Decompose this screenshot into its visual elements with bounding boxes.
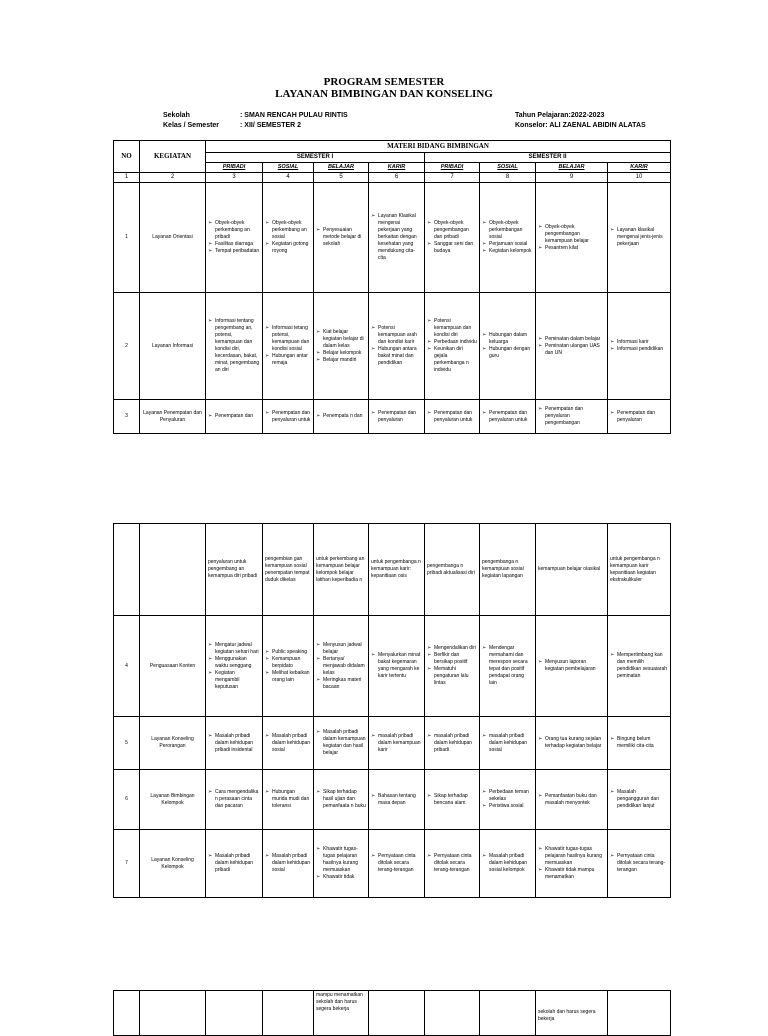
materi-cell xyxy=(263,400,314,434)
list-item: ➢ Potensi kemampuan arah dan kondisi karir xyxy=(371,325,422,346)
list-item: ➢ Obyek-obyek perkembang an pribadi xyxy=(208,220,260,241)
bullet-list xyxy=(538,846,605,881)
column-number: 10 xyxy=(608,173,671,183)
materi-cell xyxy=(425,770,480,830)
list-item: ➢ Khawatir tugas-tugas pelajaran hasilnya kurang memuaskan xyxy=(316,846,366,874)
list-item: ➢ Pernyataan cinta ditolak secara terang-terangan xyxy=(427,853,477,874)
materi-cell xyxy=(425,183,480,293)
list-item: ➢ Peminatan dalam belajar xyxy=(538,336,605,343)
materi-cell xyxy=(608,400,671,434)
list-item: ➢ Pesantren kilat xyxy=(538,245,605,252)
list-item: ➢ Belajar mandiri xyxy=(316,357,366,364)
list-item: ➢ Khawatir tugas-tugas pelajaran hasilnya kurang memuaskan xyxy=(538,846,605,867)
list-item: ➢ Pernyataan cinta ditolak secara terang-terangan xyxy=(610,853,668,874)
materi-cell xyxy=(206,991,263,1036)
materi-cell xyxy=(480,400,536,434)
sekolah-label: Sekolah xyxy=(163,112,190,119)
list-item: ➢ Hubungan antar remaja xyxy=(265,353,311,367)
bullet-list xyxy=(316,642,366,691)
list-item: ➢ Penempata n dan xyxy=(316,413,366,420)
list-item: ➢ Penempatan dan penyaluran xyxy=(371,410,422,424)
bullet-list xyxy=(371,733,422,754)
list-item: ➢ Masalah pribadi dalam kehidupan pribadi xyxy=(208,853,260,874)
materi-cell xyxy=(314,717,369,770)
list-item: ➢ Hubungan dalam keluarga xyxy=(482,332,533,346)
bullet-list xyxy=(482,853,533,874)
materi-cell xyxy=(263,830,314,898)
no-cell: 5 xyxy=(114,717,140,770)
list-item: ➢ Penyesuaian metode belajar di sekolah xyxy=(316,227,366,248)
table-row xyxy=(114,717,671,770)
list-item: ➢ Peristiwa sosial xyxy=(482,803,533,810)
bullet-list xyxy=(427,645,477,687)
materi-cell xyxy=(314,183,369,293)
materi-cell xyxy=(480,183,536,293)
bullet-list xyxy=(427,410,477,424)
materi-cell: untuk perkembang an kemampuan belajar kelompok belajar latihan keperibadia n xyxy=(314,524,369,616)
materi-cell xyxy=(263,183,314,293)
bullet-list xyxy=(265,649,311,684)
list-item: ➢ Menyalurkan minat bakat kegemaran yang mengarah ke karir tertentu xyxy=(371,652,422,680)
kegiatan-cell: Layanan Konseling Kelompok xyxy=(140,830,206,898)
list-item: ➢ Fasilitas diarraga xyxy=(208,241,260,248)
list-item: ➢ Bahasan tentang masa depan xyxy=(371,793,422,807)
header-karir: KARIR xyxy=(608,163,671,173)
list-item: ➢ Potensi kemampuan dan kondisi diri xyxy=(427,318,477,339)
table-row xyxy=(114,770,671,830)
table-row xyxy=(114,183,671,293)
column-number: 6 xyxy=(369,173,425,183)
materi-cell: pengembanga n kemampuan sosial kegiatan lapangan xyxy=(480,524,536,616)
materi-cell xyxy=(369,400,425,434)
materi-cell xyxy=(480,616,536,717)
column-number: 1 xyxy=(114,173,140,183)
materi-cell xyxy=(369,616,425,717)
materi-cell xyxy=(480,830,536,898)
list-item: ➢ masalah pribadi dalam kehidupan sosial xyxy=(482,733,533,754)
materi-cell xyxy=(536,183,608,293)
list-item: ➢ Informasi tentang pengembang an, potensi, kemampuan dan kondisi diri, kecerdasan, bakat, minat, pengembang an diri xyxy=(208,318,260,374)
list-item: ➢ Perjamuan sosial xyxy=(482,241,533,248)
materi-cell xyxy=(206,616,263,717)
bullet-list xyxy=(371,793,422,807)
materi-cell xyxy=(480,717,536,770)
list-item: ➢ Penempatan dan penyaluran untuk xyxy=(427,410,477,424)
materi-cell xyxy=(608,293,671,400)
list-item: ➢ Mendengar memahami dan merespon secara tepat dan positif pendapat orang lain xyxy=(482,645,533,687)
materi-cell xyxy=(206,183,263,293)
table-row xyxy=(114,293,671,400)
bullet-list xyxy=(610,853,668,874)
list-item: ➢ Bingung belum memiliki cita-cita xyxy=(610,736,668,750)
header-no: NO xyxy=(114,141,140,173)
materi-cell xyxy=(206,830,263,898)
list-item: ➢ Melihat kebaikan orang lain xyxy=(265,670,311,684)
kegiatan-cell: Penguasaan Konten xyxy=(140,616,206,717)
materi-cell xyxy=(314,400,369,434)
materi-cell xyxy=(206,400,263,434)
materi-cell: pengembanga n pribadi aktualisasi diri xyxy=(425,524,480,616)
bullet-list xyxy=(427,220,477,255)
bullet-list xyxy=(316,227,366,248)
no-cell: 1 xyxy=(114,183,140,293)
list-item: ➢ Keunikan diri gejala perkembanga n individu xyxy=(427,346,477,374)
list-item: ➢ Tempat peribadatan xyxy=(208,248,260,255)
konselor: Konselor: ALI ZAENAL ABIDIN ALATAS xyxy=(515,122,646,129)
materi-cell xyxy=(480,770,536,830)
bullet-list xyxy=(265,853,311,874)
column-number: 8 xyxy=(480,173,536,183)
materi-cell xyxy=(425,717,480,770)
materi-cell xyxy=(536,717,608,770)
list-item: ➢ Layanan Klasikal mengenai pekerjaan yang berkaitan dengan kesehatan yang mendukung cita-cita xyxy=(371,213,422,262)
column-number: 7 xyxy=(425,173,480,183)
materi-cell xyxy=(369,830,425,898)
list-item: ➢ Cara mengendalika n perasaan cinta dan pacaran xyxy=(208,789,260,810)
no-cell: 2 xyxy=(114,293,140,400)
document-subtitle: LAYANAN BIMBINGAN DAN KONSELING xyxy=(275,88,493,100)
list-item: ➢ Pemanfaatan buku dan masalah menyontek xyxy=(538,793,605,807)
column-number: 2 xyxy=(140,173,206,183)
bullet-list xyxy=(538,336,605,357)
bullet-list xyxy=(610,652,668,680)
materi-cell xyxy=(263,717,314,770)
materi-cell: untuk pengembanga n kemampuan karir kepanitiaan kegiatan ekstrakulikuler xyxy=(608,524,671,616)
materi-cell: kemampuan belajar olasikal xyxy=(536,524,608,616)
header-semester-1: SEMESTER I xyxy=(206,153,425,163)
list-item: ➢ Menyusun laporan kegiatan pembelajaran xyxy=(538,659,605,673)
materi-cell xyxy=(369,293,425,400)
materi-cell xyxy=(536,616,608,717)
bullet-list xyxy=(610,339,668,353)
list-item: ➢ Kiat belajar kegiatan belajar di dalam kelas xyxy=(316,329,366,350)
materi-cell xyxy=(314,830,369,898)
list-item: ➢ Hubungan antara bakat minat dan pendidikan xyxy=(371,346,422,367)
list-item: ➢ masalah pribadi dalam kemampuan karir xyxy=(371,733,422,754)
bullet-list xyxy=(265,789,311,810)
bullet-list xyxy=(427,853,477,874)
bullet-list xyxy=(610,227,668,248)
kegiatan-cell: Layanan Konseling Perorangan xyxy=(140,717,206,770)
bullet-list xyxy=(208,220,260,255)
bullet-list xyxy=(427,793,477,807)
kelas-label: Kelas / Semester xyxy=(163,122,220,129)
list-item: ➢ Perbedaan individu xyxy=(427,339,477,346)
materi-cell xyxy=(263,616,314,717)
bullet-list xyxy=(610,789,668,810)
list-item: ➢ Meringkas materi bacaan xyxy=(316,677,366,691)
materi-cell xyxy=(369,991,425,1036)
list-item: ➢ Penempatan dan penyaluran untuk xyxy=(265,410,311,424)
header-belajar: BELAJAR xyxy=(314,163,369,173)
header-sosial: SOSIAL xyxy=(263,163,314,173)
list-item: ➢ Informasi tetang potensi, kemampuan dan kondisi sosial xyxy=(265,325,311,353)
table-row xyxy=(114,830,671,898)
list-item: ➢ Masalah pribadi dalam kehidupan pribadi insidental xyxy=(208,733,260,754)
bullet-list xyxy=(482,733,533,754)
list-item: ➢ Obyek-obyek perkembang an sosial xyxy=(265,220,311,241)
materi-cell xyxy=(314,770,369,830)
header-semester-2: SEMESTER II xyxy=(425,153,671,163)
no-cell: 7 xyxy=(114,830,140,898)
bullet-list xyxy=(371,410,422,424)
bullet-list xyxy=(316,789,366,810)
list-item: ➢ Informasi pendidikan xyxy=(610,346,668,353)
program-table-page-2 xyxy=(113,523,671,898)
list-item: ➢ Obyek-obyek perkembangan sosial xyxy=(482,220,533,241)
materi-cell xyxy=(425,400,480,434)
list-item: ➢ Sikap terhadap bencana alam xyxy=(427,793,477,807)
materi-cell xyxy=(480,293,536,400)
header-sosial: SOSIAL xyxy=(480,163,536,173)
kegiatan-cell xyxy=(140,991,206,1036)
header-pribadi: PRIBADI xyxy=(425,163,480,173)
no-cell xyxy=(114,524,140,616)
no-cell: 3 xyxy=(114,400,140,434)
table-row xyxy=(114,616,671,717)
materi-cell xyxy=(425,991,480,1036)
list-item: ➢ Khawatir tidak mampu menamatkan xyxy=(538,867,605,881)
bullet-list xyxy=(371,652,422,680)
materi-cell: pengembian gan kemampuan sosial penempatan tempat duduk dikelas xyxy=(263,524,314,616)
bullet-list xyxy=(538,224,605,252)
bullet-list xyxy=(427,318,477,374)
materi-cell xyxy=(369,183,425,293)
materi-cell xyxy=(263,991,314,1036)
sekolah-value: : SMAN RENCAH PULAU RINTIS xyxy=(240,112,348,119)
materi-cell: untuk pengembanga n kemampuan karir: kepanitiaan osis xyxy=(369,524,425,616)
bullet-list xyxy=(427,733,477,754)
header-pribadi: PRIBADI xyxy=(206,163,263,173)
materi-cell xyxy=(536,400,608,434)
materi-cell: sekolah dan harus segera bekerja xyxy=(536,991,608,1036)
list-item: ➢ Hubungan murida mudi dan toleransi xyxy=(265,789,311,810)
bullet-list xyxy=(316,846,366,881)
bullet-list xyxy=(208,642,260,691)
bullet-list xyxy=(265,733,311,754)
table-row xyxy=(114,524,671,616)
kegiatan-cell: Layanan Bimbingan Kelompok xyxy=(140,770,206,830)
materi-cell xyxy=(536,830,608,898)
materi-cell xyxy=(369,770,425,830)
list-item: ➢ Peminatan ulangan UAS dan UN xyxy=(538,343,605,357)
list-item: ➢ Masalah pribadi dalam kehidupan sosial xyxy=(265,853,311,874)
list-item: ➢ Penempatan dan penyaluran untuk xyxy=(482,410,533,424)
header-belajar: BELAJAR xyxy=(536,163,608,173)
bullet-list xyxy=(316,729,366,757)
column-number: 9 xyxy=(536,173,608,183)
bullet-list xyxy=(482,645,533,687)
materi-cell xyxy=(206,717,263,770)
materi-cell xyxy=(425,830,480,898)
bullet-list xyxy=(265,410,311,424)
no-cell: 4 xyxy=(114,616,140,717)
no-cell xyxy=(114,991,140,1036)
list-item: ➢ Pernyataan cinta ditolak secara terang-terangan xyxy=(371,853,422,874)
bullet-list xyxy=(482,410,533,424)
bullet-list xyxy=(610,736,668,750)
list-item: ➢ Mengendalikan diri xyxy=(427,645,477,652)
kegiatan-cell: Layanan Informasi xyxy=(140,293,206,400)
list-item: ➢ Menyusun jadwal belajar xyxy=(316,642,366,656)
list-item: ➢ Mengatur jadwal kegiatan sehari hari xyxy=(208,642,260,656)
materi-cell xyxy=(608,616,671,717)
list-item: ➢ Masalah pribadi dalam kehidupan sosial xyxy=(265,733,311,754)
list-item: ➢ Orang tua kurang sejalan terhadap kegiatan belajar xyxy=(538,736,605,750)
materi-cell xyxy=(206,770,263,830)
bullet-list xyxy=(538,736,605,750)
table-row xyxy=(114,991,671,1036)
list-item: ➢ Berfikir dan bersikap positif xyxy=(427,652,477,666)
list-item: ➢ Kegiatan gotong royong xyxy=(265,241,311,255)
bullet-list xyxy=(208,413,260,420)
list-item: ➢ Informasi karir xyxy=(610,339,668,346)
bullet-list xyxy=(208,789,260,810)
bullet-list xyxy=(538,793,605,807)
list-item: ➢ Perbedaan teman sekelas xyxy=(482,789,533,803)
bullet-list xyxy=(482,220,533,255)
list-item: ➢ Khawatir tidak xyxy=(316,874,366,881)
materi-cell xyxy=(480,991,536,1036)
materi-cell xyxy=(536,293,608,400)
bullet-list xyxy=(538,659,605,673)
bullet-list xyxy=(371,213,422,262)
header-materi: MATERI BIDANG BIMBINGAN xyxy=(206,141,671,153)
column-number: 5 xyxy=(314,173,369,183)
column-number: 4 xyxy=(263,173,314,183)
list-item: ➢ Masalah pribadi dalam kemampuan kegiatan dan hasil belajar xyxy=(316,729,366,757)
list-item: ➢ Penempatan dan penyaluran xyxy=(610,410,668,424)
list-item: ➢ Kegiatan mengambil keputusan xyxy=(208,670,260,691)
kegiatan-cell: Layanan Orientasi xyxy=(140,183,206,293)
tahun-pelajaran: Tahun Pelajaran:2022-2023 xyxy=(515,112,605,119)
bullet-list xyxy=(208,733,260,754)
header-kegiatan: KEGIATAN xyxy=(140,141,206,173)
bullet-list xyxy=(610,410,668,424)
program-table-page-3 xyxy=(113,990,671,1036)
kelas-value: : XII/ SEMESTER 2 xyxy=(240,122,302,129)
no-cell: 6 xyxy=(114,770,140,830)
list-item: ➢ masalah pribadi dalam kehidupan pribadi xyxy=(427,733,477,754)
list-item: ➢ Mematuhi pengaturan lalu lintas xyxy=(427,666,477,687)
column-number-row xyxy=(114,173,671,183)
materi-cell: penyaluran untuk pengembang an kemampua diri pribadi xyxy=(206,524,263,616)
bullet-list xyxy=(208,853,260,874)
list-item: ➢ Layanan klasikal mengenai jenis-jenis pekerjaan xyxy=(610,227,668,248)
materi-cell: mampu menamatkan sekolah dan harus segera bekerja xyxy=(314,991,369,1036)
list-item: ➢ Kemampuan berpidato xyxy=(265,656,311,670)
list-item: ➢ Public speaking xyxy=(265,649,311,656)
program-table-page-1 xyxy=(113,140,671,434)
list-item: ➢ Penempatan dan xyxy=(208,413,260,420)
list-item: ➢ Sanggar seni dan budaya xyxy=(427,241,477,255)
materi-cell xyxy=(608,830,671,898)
column-number: 3 xyxy=(206,173,263,183)
list-item: ➢ Masalah pengangguran dan pendidikan lanjut xyxy=(610,789,668,810)
materi-cell xyxy=(608,183,671,293)
materi-cell xyxy=(425,616,480,717)
materi-cell xyxy=(263,293,314,400)
materi-cell xyxy=(608,991,671,1036)
bullet-list xyxy=(208,318,260,374)
bullet-list xyxy=(371,853,422,874)
materi-cell xyxy=(536,770,608,830)
kegiatan-cell xyxy=(140,524,206,616)
list-item: ➢ Obyek-obyek pengembangan dan pribadi xyxy=(427,220,477,241)
list-item: ➢ Kegiatan kelompok xyxy=(482,248,533,255)
list-item: ➢ Hubungan dengan guru xyxy=(482,346,533,360)
materi-cell xyxy=(314,293,369,400)
list-item: ➢ Masalah pribadi dalam kehidupan sosial kelompok xyxy=(482,853,533,874)
list-item: ➢ Mempertimbang kan dan memilih pendidikan sesuaiarah peminatan xyxy=(610,652,668,680)
bullet-list xyxy=(265,325,311,367)
list-item: ➢ Belajar kelompok xyxy=(316,350,366,357)
materi-cell xyxy=(369,717,425,770)
list-item: ➢ Menggunakan waktu senggang xyxy=(208,656,260,670)
table-row xyxy=(114,400,671,434)
bullet-list xyxy=(371,325,422,367)
list-item: ➢ Sikap terhadap hasil ujian dan pemanfaata n buku xyxy=(316,789,366,810)
list-item: ➢ Bertanya/ menjawab didalam kelas xyxy=(316,656,366,677)
materi-cell xyxy=(608,770,671,830)
document-title: PROGRAM SEMESTER xyxy=(323,76,445,88)
materi-cell xyxy=(263,770,314,830)
materi-cell xyxy=(314,616,369,717)
materi-cell xyxy=(425,293,480,400)
bullet-list xyxy=(265,220,311,255)
bullet-list xyxy=(482,332,533,360)
bullet-list xyxy=(316,329,366,364)
kegiatan-cell: Layanan Penempatan dan Penyaluran xyxy=(140,400,206,434)
bullet-list xyxy=(538,406,605,427)
list-item: ➢ Penempatan dan penyaluran pengembangan xyxy=(538,406,605,427)
bullet-list xyxy=(482,789,533,810)
bullet-list xyxy=(316,413,366,420)
materi-cell xyxy=(608,717,671,770)
list-item: ➢ Obyek-obyek pengembangan kemampuan belajar xyxy=(538,224,605,245)
header-karir: KARIR xyxy=(369,163,425,173)
materi-cell xyxy=(206,293,263,400)
